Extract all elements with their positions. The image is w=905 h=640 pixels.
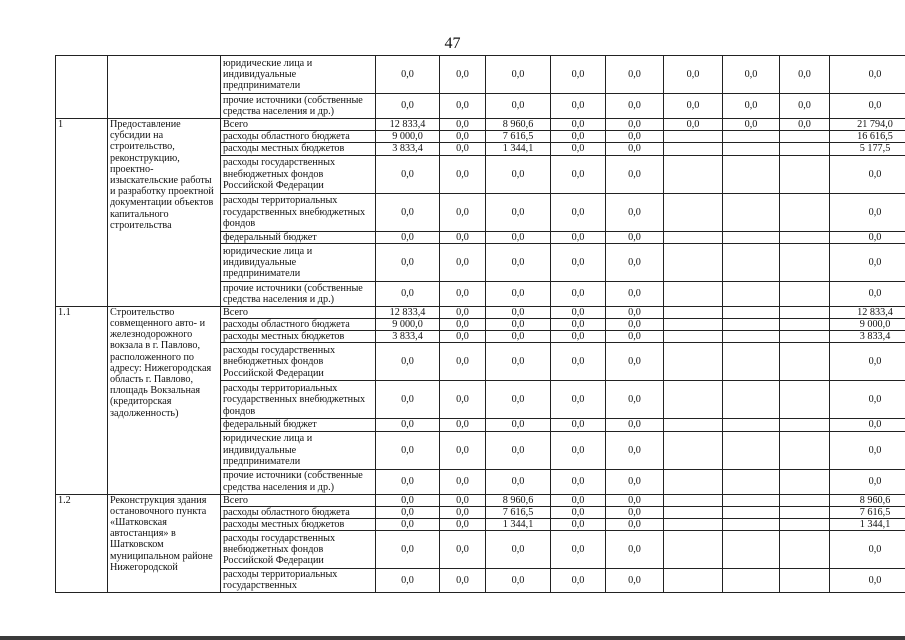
value-cell bbox=[780, 494, 830, 506]
value-cell bbox=[723, 506, 780, 518]
table-row bbox=[56, 306, 905, 318]
value-cell: 0,0 bbox=[376, 94, 440, 119]
value-cell: 0,0 bbox=[440, 494, 486, 506]
value-cell: 7 616,5 bbox=[486, 506, 551, 518]
value-cell bbox=[664, 381, 723, 419]
value-cell: 0,0 bbox=[606, 281, 664, 306]
funding-source: расходы областного бюджета bbox=[221, 506, 376, 518]
value-cell bbox=[664, 155, 723, 193]
value-cell: 0,0 bbox=[664, 56, 723, 94]
value-cell: 0,0 bbox=[440, 131, 486, 143]
value-cell: 0,0 bbox=[606, 231, 664, 243]
value-cell: 0,0 bbox=[551, 494, 606, 506]
value-cell: 0,0 bbox=[486, 281, 551, 306]
funding-source: федеральный бюджет bbox=[221, 231, 376, 243]
value-cell: 0,0 bbox=[606, 519, 664, 531]
value-cell bbox=[723, 531, 780, 569]
funding-source: расходы территориальных государственных внебюджетных фондов bbox=[221, 381, 376, 419]
value-cell: 0,0 bbox=[440, 193, 486, 231]
value-cell bbox=[780, 431, 830, 469]
value-cell: 0,0 bbox=[486, 331, 551, 343]
value-cell bbox=[664, 306, 723, 318]
value-cell: 1 344,1 bbox=[486, 519, 551, 531]
value-cell: 0,0 bbox=[551, 331, 606, 343]
value-cell: 0,0 bbox=[376, 343, 440, 381]
total-cell: 0,0 bbox=[830, 231, 905, 243]
value-cell: 0,0 bbox=[606, 431, 664, 469]
value-cell bbox=[723, 494, 780, 506]
value-cell: 0,0 bbox=[440, 381, 486, 419]
funding-source: расходы местных бюджетов bbox=[221, 519, 376, 531]
value-cell: 0,0 bbox=[440, 56, 486, 94]
value-cell: 0,0 bbox=[486, 193, 551, 231]
value-cell bbox=[780, 143, 830, 155]
value-cell: 0,0 bbox=[551, 119, 606, 131]
value-cell bbox=[780, 506, 830, 518]
value-cell bbox=[723, 319, 780, 331]
value-cell bbox=[780, 281, 830, 306]
value-cell: 0,0 bbox=[551, 319, 606, 331]
value-cell: 0,0 bbox=[551, 306, 606, 318]
total-cell: 21 794,0 bbox=[830, 119, 905, 131]
value-cell: 1 344,1 bbox=[486, 143, 551, 155]
value-cell bbox=[723, 281, 780, 306]
value-cell: 0,0 bbox=[440, 281, 486, 306]
value-cell: 0,0 bbox=[440, 431, 486, 469]
value-cell bbox=[780, 381, 830, 419]
value-cell: 0,0 bbox=[606, 319, 664, 331]
value-cell: 0,0 bbox=[606, 131, 664, 143]
table-row bbox=[56, 494, 905, 506]
value-cell bbox=[723, 419, 780, 431]
funding-source: расходы государственных внебюджетных фондов Российской Федерации bbox=[221, 343, 376, 381]
value-cell: 0,0 bbox=[551, 381, 606, 419]
page-number: 47 bbox=[444, 35, 461, 52]
value-cell bbox=[723, 431, 780, 469]
value-cell bbox=[780, 131, 830, 143]
funding-source: прочие источники (собственные средства населения и др.) bbox=[221, 281, 376, 306]
page-edge bbox=[0, 636, 905, 640]
value-cell: 0,0 bbox=[440, 569, 486, 592]
funding-source: расходы государственных внебюджетных фондов Российской Федерации bbox=[221, 155, 376, 193]
value-cell: 0,0 bbox=[606, 243, 664, 281]
value-cell bbox=[664, 343, 723, 381]
funding-source: прочие источники (собственные средства населения и др.) bbox=[221, 469, 376, 494]
funding-source: прочие источники (собственные средства населения и др.) bbox=[221, 94, 376, 119]
funding-source: Всего bbox=[221, 306, 376, 318]
value-cell: 0,0 bbox=[486, 569, 551, 592]
value-cell: 0,0 bbox=[486, 431, 551, 469]
value-cell: 9 000,0 bbox=[376, 319, 440, 331]
value-cell bbox=[723, 343, 780, 381]
funding-source: расходы местных бюджетов bbox=[221, 143, 376, 155]
value-cell bbox=[780, 569, 830, 592]
funding-source: расходы государственных внебюджетных фондов Российской Федерации bbox=[221, 531, 376, 569]
value-cell bbox=[723, 569, 780, 592]
value-cell: 0,0 bbox=[606, 143, 664, 155]
value-cell: 0,0 bbox=[440, 469, 486, 494]
value-cell bbox=[780, 193, 830, 231]
value-cell: 0,0 bbox=[551, 143, 606, 155]
value-cell: 8 960,6 bbox=[486, 494, 551, 506]
value-cell bbox=[780, 519, 830, 531]
value-cell bbox=[723, 469, 780, 494]
value-cell: 0,0 bbox=[551, 519, 606, 531]
value-cell bbox=[723, 243, 780, 281]
value-cell bbox=[664, 506, 723, 518]
value-cell bbox=[664, 419, 723, 431]
value-cell: 0,0 bbox=[551, 56, 606, 94]
total-cell: 3 833,4 bbox=[830, 331, 905, 343]
total-cell: 0,0 bbox=[830, 94, 905, 119]
value-cell: 0,0 bbox=[376, 193, 440, 231]
row-code: 1.2 bbox=[56, 494, 108, 592]
value-cell: 0,0 bbox=[551, 469, 606, 494]
value-cell: 0,0 bbox=[376, 243, 440, 281]
value-cell: 0,0 bbox=[606, 419, 664, 431]
value-cell bbox=[723, 131, 780, 143]
value-cell: 0,0 bbox=[606, 531, 664, 569]
value-cell bbox=[780, 531, 830, 569]
value-cell: 0,0 bbox=[486, 155, 551, 193]
value-cell: 12 833,4 bbox=[376, 119, 440, 131]
row-code: 1.1 bbox=[56, 306, 108, 494]
value-cell: 0,0 bbox=[551, 243, 606, 281]
value-cell: 0,0 bbox=[551, 419, 606, 431]
value-cell: 0,0 bbox=[440, 119, 486, 131]
value-cell bbox=[723, 381, 780, 419]
value-cell: 0,0 bbox=[440, 306, 486, 318]
value-cell: 0,0 bbox=[440, 231, 486, 243]
value-cell: 0,0 bbox=[606, 331, 664, 343]
value-cell: 0,0 bbox=[723, 56, 780, 94]
value-cell bbox=[723, 231, 780, 243]
value-cell: 0,0 bbox=[551, 94, 606, 119]
value-cell: 0,0 bbox=[376, 531, 440, 569]
value-cell: 0,0 bbox=[606, 381, 664, 419]
total-cell: 16 616,5 bbox=[830, 131, 905, 143]
value-cell bbox=[723, 519, 780, 531]
total-cell: 0,0 bbox=[830, 343, 905, 381]
value-cell: 0,0 bbox=[551, 506, 606, 518]
value-cell bbox=[780, 319, 830, 331]
value-cell: 0,0 bbox=[486, 94, 551, 119]
value-cell bbox=[780, 306, 830, 318]
total-cell: 0,0 bbox=[830, 56, 905, 94]
value-cell: 0,0 bbox=[606, 506, 664, 518]
value-cell: 0,0 bbox=[606, 569, 664, 592]
value-cell: 0,0 bbox=[440, 519, 486, 531]
value-cell: 0,0 bbox=[664, 94, 723, 119]
total-cell: 9 000,0 bbox=[830, 319, 905, 331]
total-cell: 0,0 bbox=[830, 155, 905, 193]
value-cell: 0,0 bbox=[440, 155, 486, 193]
value-cell bbox=[664, 131, 723, 143]
value-cell: 0,0 bbox=[606, 494, 664, 506]
value-cell: 0,0 bbox=[376, 506, 440, 518]
value-cell: 0,0 bbox=[606, 469, 664, 494]
value-cell bbox=[664, 519, 723, 531]
row-code bbox=[56, 56, 108, 119]
value-cell bbox=[723, 193, 780, 231]
value-cell bbox=[664, 569, 723, 592]
value-cell: 8 960,6 bbox=[486, 119, 551, 131]
total-cell: 0,0 bbox=[830, 531, 905, 569]
measure-name: Строительство совмещенного авто- и железнодорожного вокзала в г. Павлово, расположенного по адресу: Нижегородская область г. Павлово, площадь Вокзальная (кредиторская задолженность) bbox=[108, 306, 221, 494]
value-cell: 0,0 bbox=[606, 56, 664, 94]
value-cell: 0,0 bbox=[376, 469, 440, 494]
table-row bbox=[56, 119, 905, 131]
value-cell: 0,0 bbox=[664, 119, 723, 131]
total-cell: 0,0 bbox=[830, 431, 905, 469]
total-cell: 0,0 bbox=[830, 281, 905, 306]
value-cell bbox=[723, 155, 780, 193]
table-row bbox=[56, 56, 905, 94]
value-cell: 9 000,0 bbox=[376, 131, 440, 143]
funding-source: юридические лица и индивидуальные предприниматели bbox=[221, 431, 376, 469]
value-cell: 0,0 bbox=[551, 131, 606, 143]
value-cell: 0,0 bbox=[376, 519, 440, 531]
value-cell: 0,0 bbox=[780, 119, 830, 131]
value-cell: 0,0 bbox=[440, 331, 486, 343]
value-cell bbox=[664, 193, 723, 231]
funding-source: расходы областного бюджета bbox=[221, 131, 376, 143]
value-cell bbox=[780, 243, 830, 281]
total-cell: 8 960,6 bbox=[830, 494, 905, 506]
value-cell bbox=[723, 143, 780, 155]
value-cell bbox=[664, 494, 723, 506]
value-cell bbox=[780, 331, 830, 343]
total-cell: 0,0 bbox=[830, 193, 905, 231]
value-cell bbox=[664, 531, 723, 569]
total-cell: 7 616,5 bbox=[830, 506, 905, 518]
value-cell bbox=[664, 143, 723, 155]
value-cell: 0,0 bbox=[551, 193, 606, 231]
value-cell: 0,0 bbox=[606, 94, 664, 119]
value-cell: 0,0 bbox=[486, 381, 551, 419]
value-cell bbox=[664, 281, 723, 306]
value-cell: 0,0 bbox=[606, 155, 664, 193]
funding-source: Всего bbox=[221, 119, 376, 131]
value-cell: 0,0 bbox=[486, 56, 551, 94]
value-cell: 0,0 bbox=[440, 94, 486, 119]
value-cell: 0,0 bbox=[780, 94, 830, 119]
value-cell: 0,0 bbox=[440, 506, 486, 518]
value-cell: 0,0 bbox=[440, 531, 486, 569]
funding-source: федеральный бюджет bbox=[221, 419, 376, 431]
value-cell: 0,0 bbox=[551, 231, 606, 243]
value-cell bbox=[664, 469, 723, 494]
measure-name: Реконструкция здания остановочного пункта «Шатковская автостанция» в Шатковском муниципальном районе Нижегородской bbox=[108, 494, 221, 592]
value-cell: 0,0 bbox=[486, 419, 551, 431]
value-cell: 0,0 bbox=[723, 119, 780, 131]
value-cell bbox=[664, 331, 723, 343]
value-cell: 0,0 bbox=[606, 119, 664, 131]
total-cell: 0,0 bbox=[830, 419, 905, 431]
budget-table bbox=[55, 55, 905, 593]
row-code: 1 bbox=[56, 119, 108, 307]
value-cell: 0,0 bbox=[376, 281, 440, 306]
total-cell: 1 344,1 bbox=[830, 519, 905, 531]
value-cell: 0,0 bbox=[551, 343, 606, 381]
funding-source: расходы территориальных государственных bbox=[221, 569, 376, 592]
total-cell: 0,0 bbox=[830, 569, 905, 592]
value-cell: 3 833,4 bbox=[376, 143, 440, 155]
value-cell bbox=[780, 419, 830, 431]
value-cell: 0,0 bbox=[376, 155, 440, 193]
measure-name: Предоставление субсидии на строительство, реконструкцию, проектно-изыскательские работы и разработку проектной документации объектов капитального строительства bbox=[108, 119, 221, 307]
value-cell bbox=[664, 431, 723, 469]
value-cell bbox=[723, 331, 780, 343]
value-cell: 0,0 bbox=[440, 143, 486, 155]
funding-source: Всего bbox=[221, 494, 376, 506]
value-cell: 0,0 bbox=[376, 431, 440, 469]
value-cell: 0,0 bbox=[440, 243, 486, 281]
funding-source: юридические лица и индивидуальные предприниматели bbox=[221, 243, 376, 281]
value-cell: 0,0 bbox=[606, 306, 664, 318]
funding-source: расходы территориальных государственных внебюджетных фондов bbox=[221, 193, 376, 231]
value-cell: 0,0 bbox=[440, 343, 486, 381]
value-cell bbox=[780, 469, 830, 494]
value-cell: 0,0 bbox=[486, 243, 551, 281]
value-cell: 0,0 bbox=[486, 531, 551, 569]
value-cell: 0,0 bbox=[551, 155, 606, 193]
value-cell bbox=[664, 243, 723, 281]
value-cell: 12 833,4 bbox=[376, 306, 440, 318]
value-cell: 0,0 bbox=[440, 319, 486, 331]
value-cell: 0,0 bbox=[723, 94, 780, 119]
value-cell: 0,0 bbox=[551, 281, 606, 306]
value-cell: 0,0 bbox=[780, 56, 830, 94]
value-cell bbox=[780, 155, 830, 193]
value-cell: 0,0 bbox=[376, 494, 440, 506]
value-cell: 0,0 bbox=[551, 431, 606, 469]
value-cell bbox=[664, 231, 723, 243]
funding-source: расходы местных бюджетов bbox=[221, 331, 376, 343]
value-cell: 0,0 bbox=[606, 343, 664, 381]
value-cell: 0,0 bbox=[376, 56, 440, 94]
value-cell: 7 616,5 bbox=[486, 131, 551, 143]
measure-name bbox=[108, 56, 221, 119]
value-cell: 0,0 bbox=[376, 419, 440, 431]
value-cell: 0,0 bbox=[376, 381, 440, 419]
value-cell: 0,0 bbox=[376, 231, 440, 243]
funding-source: юридические лица и индивидуальные предприниматели bbox=[221, 56, 376, 94]
value-cell: 0,0 bbox=[376, 569, 440, 592]
value-cell: 0,0 bbox=[486, 469, 551, 494]
value-cell: 3 833,4 bbox=[376, 331, 440, 343]
total-cell: 12 833,4 bbox=[830, 306, 905, 318]
value-cell: 0,0 bbox=[486, 306, 551, 318]
total-cell: 5 177,5 bbox=[830, 143, 905, 155]
total-cell: 0,0 bbox=[830, 381, 905, 419]
value-cell: 0,0 bbox=[606, 193, 664, 231]
total-cell: 0,0 bbox=[830, 243, 905, 281]
value-cell bbox=[664, 319, 723, 331]
value-cell: 0,0 bbox=[440, 419, 486, 431]
value-cell: 0,0 bbox=[551, 531, 606, 569]
value-cell bbox=[780, 343, 830, 381]
value-cell bbox=[780, 231, 830, 243]
value-cell: 0,0 bbox=[486, 343, 551, 381]
funding-source: расходы областного бюджета bbox=[221, 319, 376, 331]
value-cell: 0,0 bbox=[551, 569, 606, 592]
value-cell: 0,0 bbox=[486, 319, 551, 331]
value-cell bbox=[723, 306, 780, 318]
value-cell: 0,0 bbox=[486, 231, 551, 243]
total-cell: 0,0 bbox=[830, 469, 905, 494]
